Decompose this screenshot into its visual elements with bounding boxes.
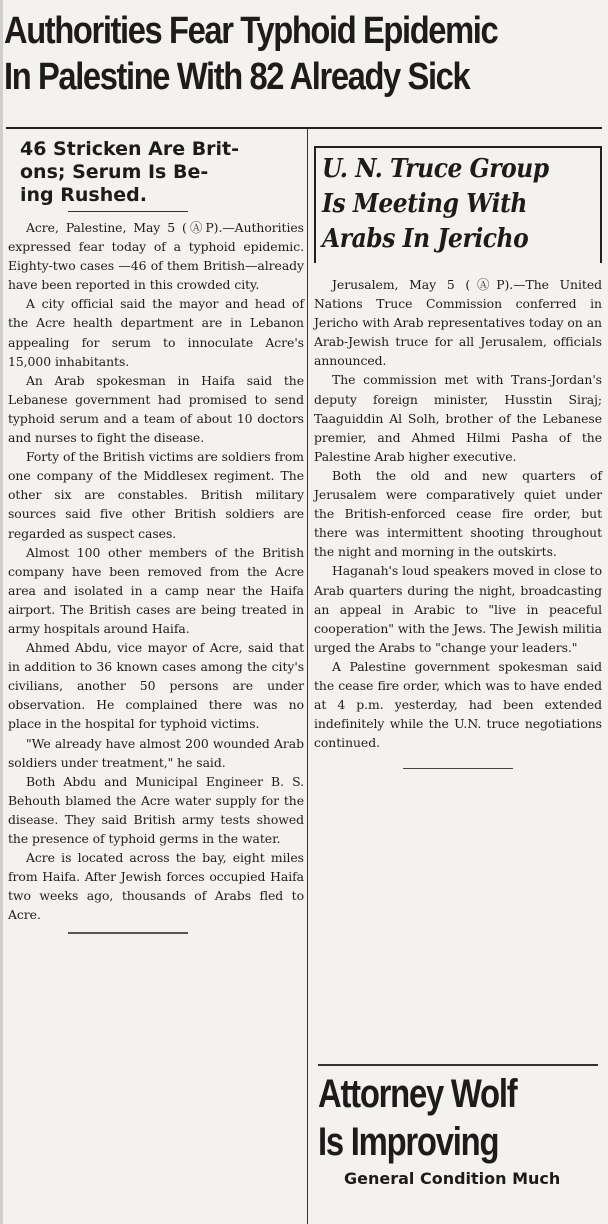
section-rule [318,1064,598,1066]
left-column [8,132,304,934]
truce-headline [322,152,567,257]
article-paragraph: Almost 100 other members of the British company have been removed from the Acre area and isolated in a camp near the Haifa airport. The British cases are being treated in army hospitals around Haifa. [8,544,304,636]
truce-headline-box [314,146,602,263]
attorney-headline-line: Is Improving [318,1120,499,1164]
article-paragraph: The commission met with Trans-Jordan's deputy foreign minister, Husstin Siraj; Taaguiddin Al Solh, brother of the Lebanese premier, and Ahmed Hilmi Pasha of the Palestine Arab higher executive. [314,372,602,464]
article-paragraph: Haganah's loud speakers moved in close to Arab quarters during the night, broadcasting an appeal in Arabic to "live in peaceful cooperation" with the Jews. The Jewish militia urged the Arabs to "change your leaders." [314,563,602,655]
article-paragraph: An Arab spokesman in Haifa said the Lebanese government had promised to send typhoid serum and a team of about 10 doctors and nurses to fight the disease. [8,372,304,446]
deck-line: 46 Stricken Are Brit- [20,138,240,160]
article-paragraph: Ahmed Abdu, vice mayor of Acre, said that in addition to 36 known cases among the city's civilians, another 50 persons are under observation. He complained there was no place in the hospital for typhoid victims. [8,640,304,732]
article-paragraph: A city official said the mayor and head of the Acre health department are in Lebanon appealing for serum to innoculate Acre's 15,000 inhabitants. [8,296,304,369]
deck-divider [68,211,188,212]
article-end-rule [68,932,188,934]
right-column [314,146,602,769]
truce-headline-line: Arabs In Jericho [322,224,529,254]
truce-headline-line: Is Meeting With [322,189,528,219]
deck-line: ons; Serum Is Be- [20,161,209,183]
article-paragraph: A Palestine government spokesman said the cease fire order, which was to have ended at 4 p.m. yesterday, had been extended indefinitely while the U.N. truce negotiations continued. [314,658,602,751]
attorney-deck: General Condition Much [344,1169,561,1188]
article-paragraph: Acre, Palestine, May 5 (ⒶP).—Authorities expressed fear today of a typhoid epidemic. Eighty-two cases —46 of them British—already have been reported in this crowded city. [8,220,304,293]
article-paragraph: Forty of the British victims are soldiers from one company of the Middlesex regiment. The other six are constables. British military sources said five other British soldiers are regarded as suspect cases. [8,449,304,541]
article-paragraph: Acre is located across the bay, eight miles from Haifa. After Jewish forces occupied Haifa two weeks ago, thousands of Arabs fled to Acre. [8,850,304,923]
headline-rule [6,127,602,129]
column-divider [307,129,308,1224]
attorney-headline [318,1070,551,1166]
deck-line: ing Rushed. [20,184,147,206]
page-edge-shadow [0,0,3,1224]
main-headline [4,8,520,100]
article-paragraph: "We already have almost 200 wounded Arab soldiers under treatment," he said. [8,735,304,770]
truce-article-body [314,275,602,752]
typhoid-article-body [8,218,304,924]
truce-headline-line: U. N. Truce Group [322,154,549,184]
main-headline-line-1: Authorities Fear Typhoid Epidemic [4,10,498,52]
article-paragraph: Both Abdu and Municipal Engineer B. S. Behouth blamed the Acre water supply for the disease. They said British army tests showed the presence of typhoid germs in the water. [8,773,304,846]
main-headline-line-2: In Palestine With 82 Already Sick [4,56,470,98]
article-end-rule [403,768,513,769]
typhoid-deck [20,138,270,207]
article-paragraph: Jerusalem, May 5 (ⒶP).—The United Nations Truce Commission conferred in Jericho with Arab representatives today on an Arab-Jewish truce for all Jerusalem, officials announced. [314,277,602,369]
article-paragraph: Both the old and new quarters of Jerusalem were comparatively quiet under the British-enforced cease fire order, but there was intermittent shooting throughout the night and morning in the outskirts. [314,467,602,560]
attorney-headline-line: Attorney Wolf [318,1072,517,1116]
